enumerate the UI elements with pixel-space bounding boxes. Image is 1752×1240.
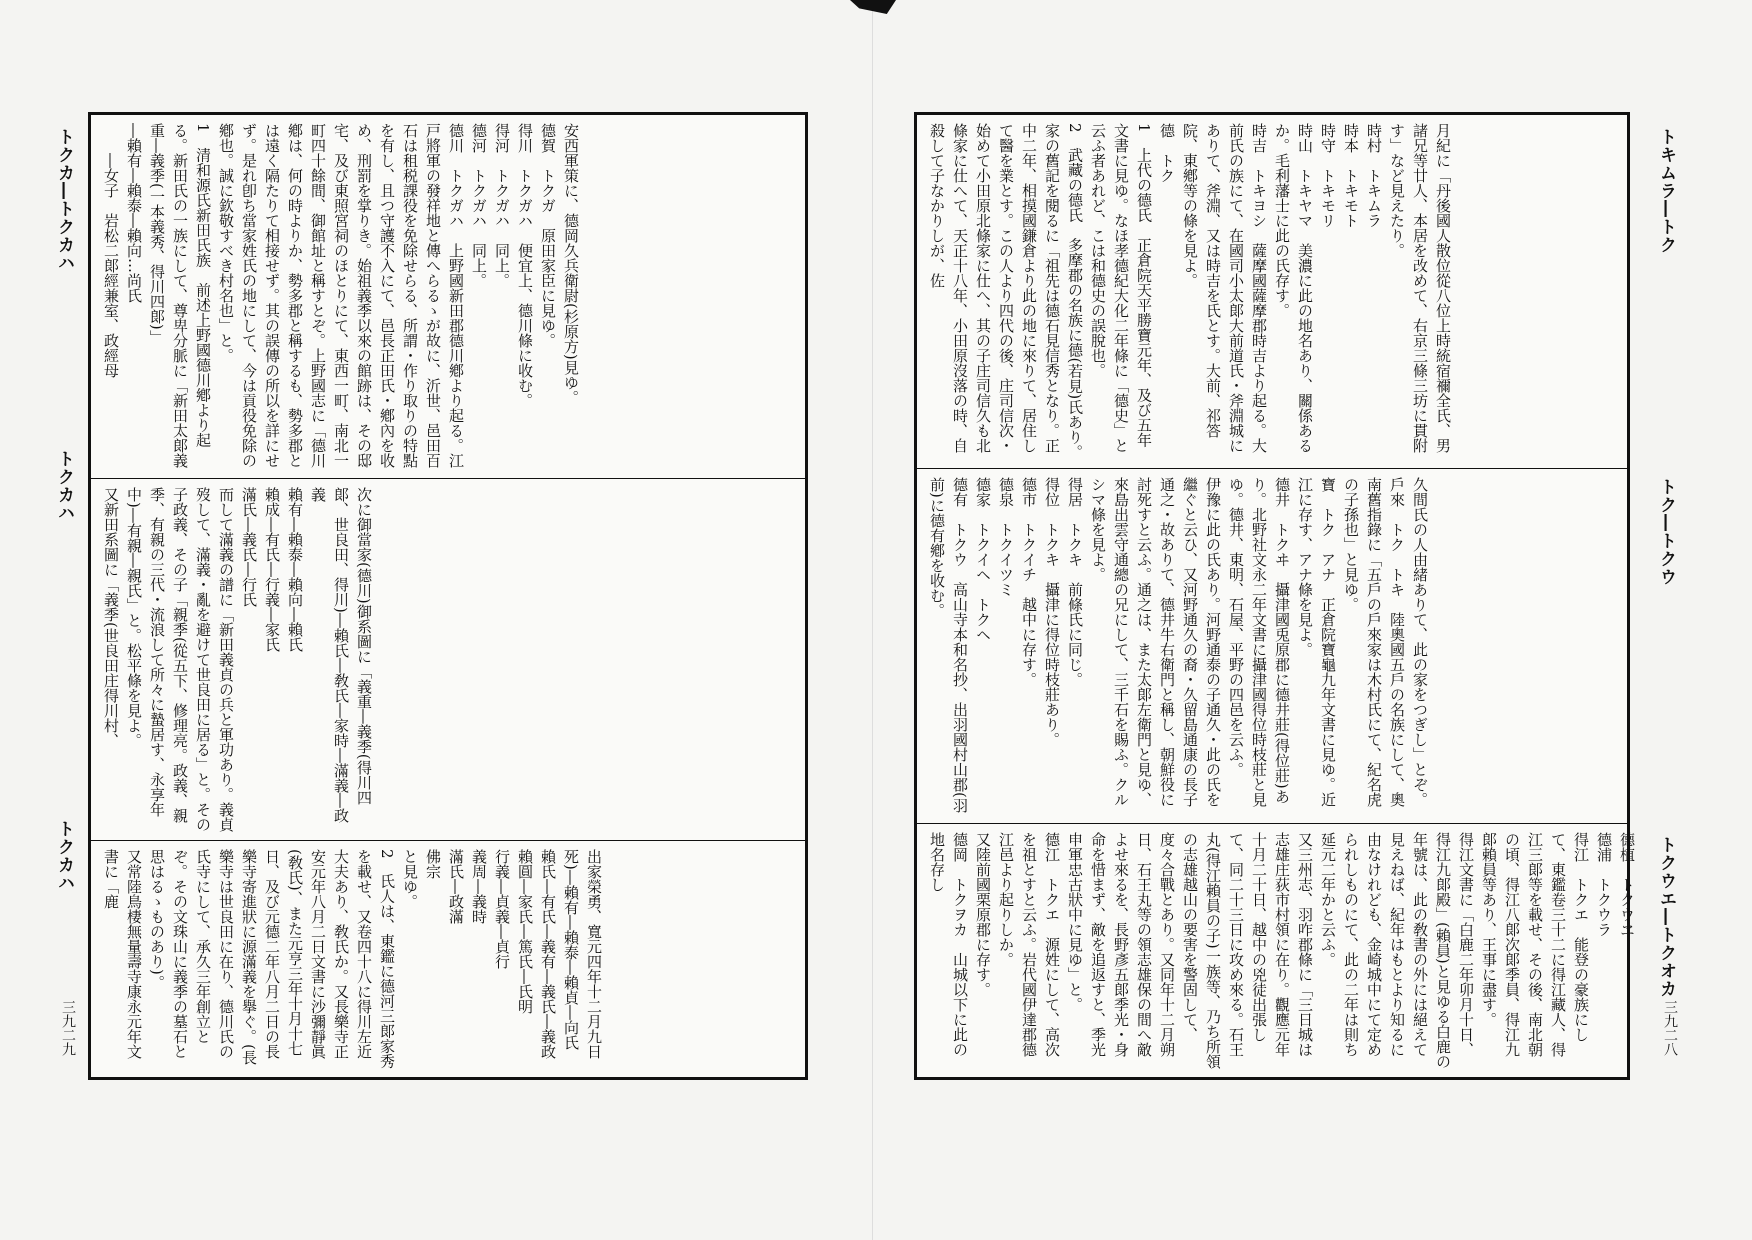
- running-head-right-1: トキムラ―トク: [1656, 128, 1676, 254]
- left-band-bottom: [91, 840, 805, 1077]
- running-head-left-1: トクカ―トクカハ: [54, 128, 74, 272]
- right-band-middle: [917, 468, 1627, 823]
- running-head-right-2: トク―トクウ: [1656, 478, 1676, 586]
- page-number-right: 三九二八: [1662, 1000, 1678, 1056]
- page-fold: [872, 0, 873, 1240]
- left-page: [88, 112, 808, 1080]
- running-head-left-3: トクカハ: [54, 820, 74, 892]
- running-head-right-3: トクウエ―トクオカ: [1656, 836, 1676, 998]
- left-band-top: [91, 115, 805, 478]
- right-band-top: [917, 115, 1627, 468]
- right-band-top-text: 月紀に「丹後國人散位從八位上時統宿禰全氏、男諸兄等廿人、本居を改めて、右京三條三坊に貫附す」など見えたり。 時村 トキムラ 時本 トキモト 時守 トキモリ 時山 トキヤマ 美濃に此の地名あり、關係あるか。毛利藩士に此の氏存す。 時吉 トキヨシ 薩摩國薩摩郡時吉より起る。大前氏の族にて、在國司小太郞大前道氏・斧淵城にありて、斧淵、又は時吉を氏とす。大前、祁答院、東鄕等の條を見よ。 德 トク 1 上代の德氏 正倉院天平勝寶元年、及び五年文書に見ゆ。なほ孝德紀大化二年條に「德史」と云ふ者あれど、こは和德史の誤脫也。 2 武藏の德氏 多摩郡の名族に德(若見)氏あり。家の舊記を閱るに「祖先は德石見信秀となり。正中二年、相摸國鎌倉より此の地に來りて、居住して醫を業とす。この人より四代の後、庄司信次・始めて小田原北條家に仕へ、其の子庄司信久も北條家に仕へて、天正十八年、小田原沒落の時、自殺して子なかりしが、佐: [928, 123, 1452, 460]
- right-page: [914, 112, 1636, 1080]
- right-band-bottom: [917, 823, 1636, 1077]
- right-band-bottom-text: 德植 トクウヱ 德浦 トクウラ 得江 トクエ 能登の豪族にして、東鑑卷三十二に得江藏人、得江三郞等を載せ、その後、南北朝の頃、得江八郞次郞季員、得江九郞賴員等あり、王事に盡す。 得江文書に「白鹿二年卯月十日、得江九郞殿」(賴員)と見ゆる白鹿の年號は、此の敎書の外には絕えて見えねば、紀年はもとより知るに由なけれども、金崎城中にて定められしものにて、此の二年は則ち延元二年かと云ふ。 又三州志、羽咋郡條に「三日城は志雄庄荻市村領に在り。觀應元年十月二十日、越中の兇徒出張して、同二十三日に攻め來る。石王丸(得江賴員の子)一族等、乃ち所領の志雄越山の要害を警固して、度々合戰とあり。又同年十二月朔日、石王丸等の領志雄保の間へ敵よせ來るを、長野彥五郞季光・身命を惜まず、敵を追返すと、季光申軍忠古狀中に見ゆ」と。 德江 トクエ 源姓にして、高次を祖とすと云ふ。岩代國伊達郡德江邑より起りしか。 又陸前國栗原郡に存す。 德岡 トクヲカ 山城以下に此の地名存し: [928, 832, 1636, 1069]
- running-head-left-2: トクカハ: [54, 450, 74, 522]
- binding-mark: [850, 0, 896, 14]
- left-band-top-text: 安西軍策に、德岡久兵衛尉(杉原方)見ゆ。 德賀 トクガ 原田家臣に見ゆ。 得川 トクガハ 便宜上、德川條に收む。 得河 トクガハ 同上。 德河 トクガハ 同上。 德川 トクガハ 上野國新田郡德川鄕より起る。江戸將軍の發祥地と傳へらるゝが故に、沂世、邑田百石は租税課役を免除せらる、所謂・作り取りの特點を有し、且つ守護不入にて、邑長正田氏・鄕內を收め、刑罰を掌りき。始祖義季以來の館跡は、その邸宅、及び東照宮祠のほとりにて、東西一町、南北一町四十餘間、御館址と稱すとぞ。上野國志に「德川鄕は、何の時よりか、勢多郡と稱するも、勢多郡とは遠く隔たりて相接せず。其の誤傳の所以を詳にせず。是れ卽ち當家姓氏の地にして、今は貢役免除の鄕也。誠に欽敬すべき村名也」と。 1 清和源氏新田氏族 前述上野國德川鄕より起る。新田氏の一族にして、尊卑分脈に「新田太郞義重―義季(一本義秀、得川四郞)」 ―賴有―賴泰―賴向…尚氏 ―女子 岩松二郞經兼室、政經母: [102, 123, 580, 468]
- page-number-left: 三九二九: [60, 1000, 76, 1056]
- left-band-middle: [91, 478, 805, 840]
- left-band-middle-text: 次に御當家(德川)御系圖に「義重―義季(得川四郞、世良田、得川)―賴氏―敎氏―家時―滿義―政義 賴有―賴泰―賴向―賴氏 賴成―有氏―行義―家氏 滿氏―義氏―行氏 而して滿義の譜に「新田義貞の兵と軍功あり。義貞歿して、滿義・亂を避けて世良田に居る」と。その子政義、その子「親季(從五下、修理亮。政義、親季、有親の三代・流浪して所々に蟄居す、永享年中)―有親―親氏」と。松平條を見よ。 又新田系圖に「義季(世良田庄得川村、: [102, 487, 373, 832]
- right-band-middle-text: 久間氏の人由緒ありて、此の家をつぎし」とぞ。 戶來 トク トキ 陸奧國五戶の名族にして、奧南舊指錄に「五戶の戶來家は木村氏にて、紀名虎の子孫也」と見ゆ。 寶 トク アナ 正倉院寶龜九年文書に見ゆ。近江に存す、アナ條を見よ。 德井 トクヰ 攝津國兎原郡に德井莊(得位莊)あり。北野社文永二年文書に攝津國得位時枝莊と見ゆ。德井、東明、石屋、平野の四邑を云ふ。 伊豫に此の氏あり。河野通泰の子通久・此の氏を繼ぐと云ひ、又河野通久の裔・久留島通康の長子通之・故ありて、德井牛右衛門と稱し、朝鮮役に討死すと云ふ。通之は、また太郞左衛門と見ゆ、來島出雲守通總の兄にして、三千石を賜ふ。クルシマ條を見よ。 得居 トクキ 前條氏に同じ。 得位 トクキ 攝津に得位時枝莊あり。 德市 トクイチ 越中に存す。 德泉 トクイツミ 德家 トクイヘ トクヘ 德有 トクウ 高山寺本和名抄、出羽國村山郡(羽前)に德有鄕を收む。: [928, 477, 1429, 813]
- left-band-bottom-text: 出家榮勇、寬元四年十二月九日死)―賴有―賴泰―賴貞―向氏 賴氏―有氏―義有―義氏―義政 賴圓―家氏―篤氏―氏明 行義―貞義―貞行 義周―義時 滿氏―政滿 佛宗 と見ゆ。 2 氏人は、東鑑に德河三郞家秀を載せ、又卷四十八に得川左近大夫あり、敎氏か。又長樂寺正安元年八月二日文書に沙彌靜眞(敎氏)、また元亨三年十月十七日、及び元德二年八月二日の長樂寺寄進狀に源滿義を擧ぐ。(長樂寺は世良田に在り、德川氏の氏寺にして、承久三年創立とぞ。その文珠山に義季の墓石と思はるゝものあり)。 又常陸鳥棲無量壽寺康永元年文書に「鹿: [102, 849, 603, 1069]
